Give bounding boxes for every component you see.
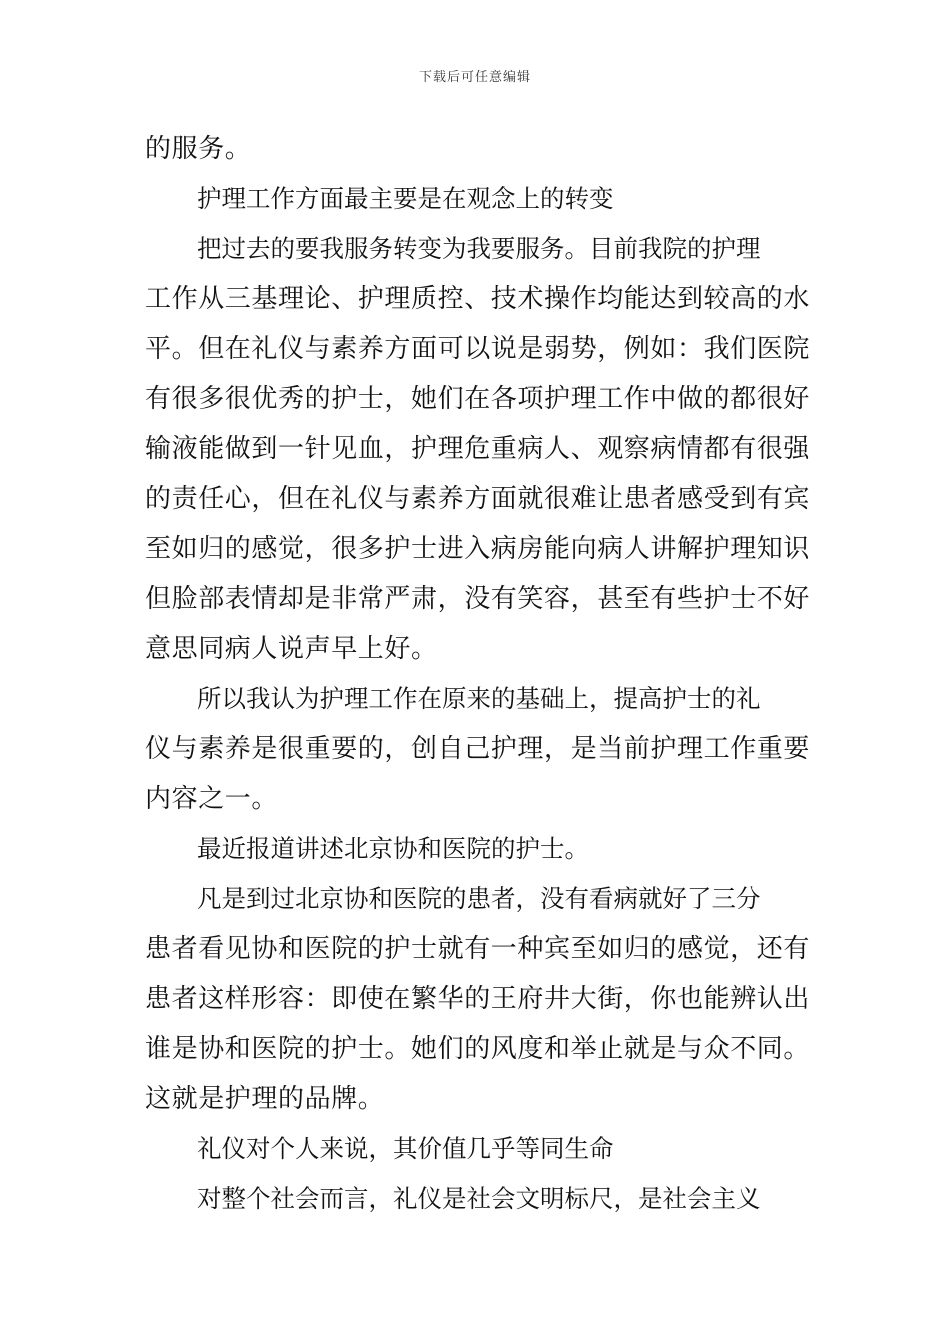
- document-body: [145, 124, 810, 1224]
- text-line: 的责任心，但在礼仪与素养方面就很难让患者感受到有宾: [145, 484, 811, 514]
- text-line: 但脸部表情却是非常严肃，没有笑容，甚至有些护士不好: [145, 584, 811, 614]
- text-line: 护理工作方面最主要是在观念上的转变: [197, 184, 614, 213]
- text-line: 这就是护理的品牌。: [145, 1084, 385, 1114]
- text-line: 礼仪对个人来说，其价值几乎等同生命: [197, 1134, 614, 1163]
- text-line: 谁是协和医院的护士。她们的风度和举止就是与众不同。: [145, 1034, 811, 1064]
- page-header: 下载后可任意编辑: [418, 70, 531, 85]
- text-line: 内容之一。: [145, 784, 279, 814]
- text-line: 意思同病人说声早上好。: [145, 634, 438, 664]
- text-line: 输液能做到一针见血，护理危重病人、观察病情都有很强: [145, 434, 811, 464]
- text-line: 患者看见协和医院的护士就有一种宾至如归的感觉，还有: [145, 934, 811, 964]
- text-line: 所以我认为护理工作在原来的基础上，提高护士的礼: [197, 684, 761, 713]
- text-line: 最近报道讲述北京协和医院的护士。: [197, 834, 589, 863]
- text-line: 有很多很优秀的护士，她们在各项护理工作中做的都很好: [145, 384, 811, 414]
- text-line: 凡是到过北京协和医院的患者，没有看病就好了三分: [197, 884, 761, 913]
- text-line: 平。但在礼仪与素养方面可以说是弱势，例如：我们医院: [145, 334, 811, 364]
- text-line: 仪与素养是很重要的，创自己护理，是当前护理工作重要: [145, 734, 811, 764]
- text-line: 对整个社会而言，礼仪是社会文明标尺，是社会主义: [197, 1184, 761, 1213]
- text-line: 把过去的要我服务转变为我要服务。目前我院的护理: [197, 234, 761, 263]
- text-line: 至如归的感觉，很多护士进入病房能向病人讲解护理知识: [145, 534, 811, 564]
- text-line: 的服务。: [145, 134, 252, 164]
- text-line: 患者这样形容：即使在繁华的王府井大街，你也能辨认出: [145, 984, 811, 1014]
- text-line: 工作从三基理论、护理质控、技术操作均能达到较高的水: [145, 284, 811, 314]
